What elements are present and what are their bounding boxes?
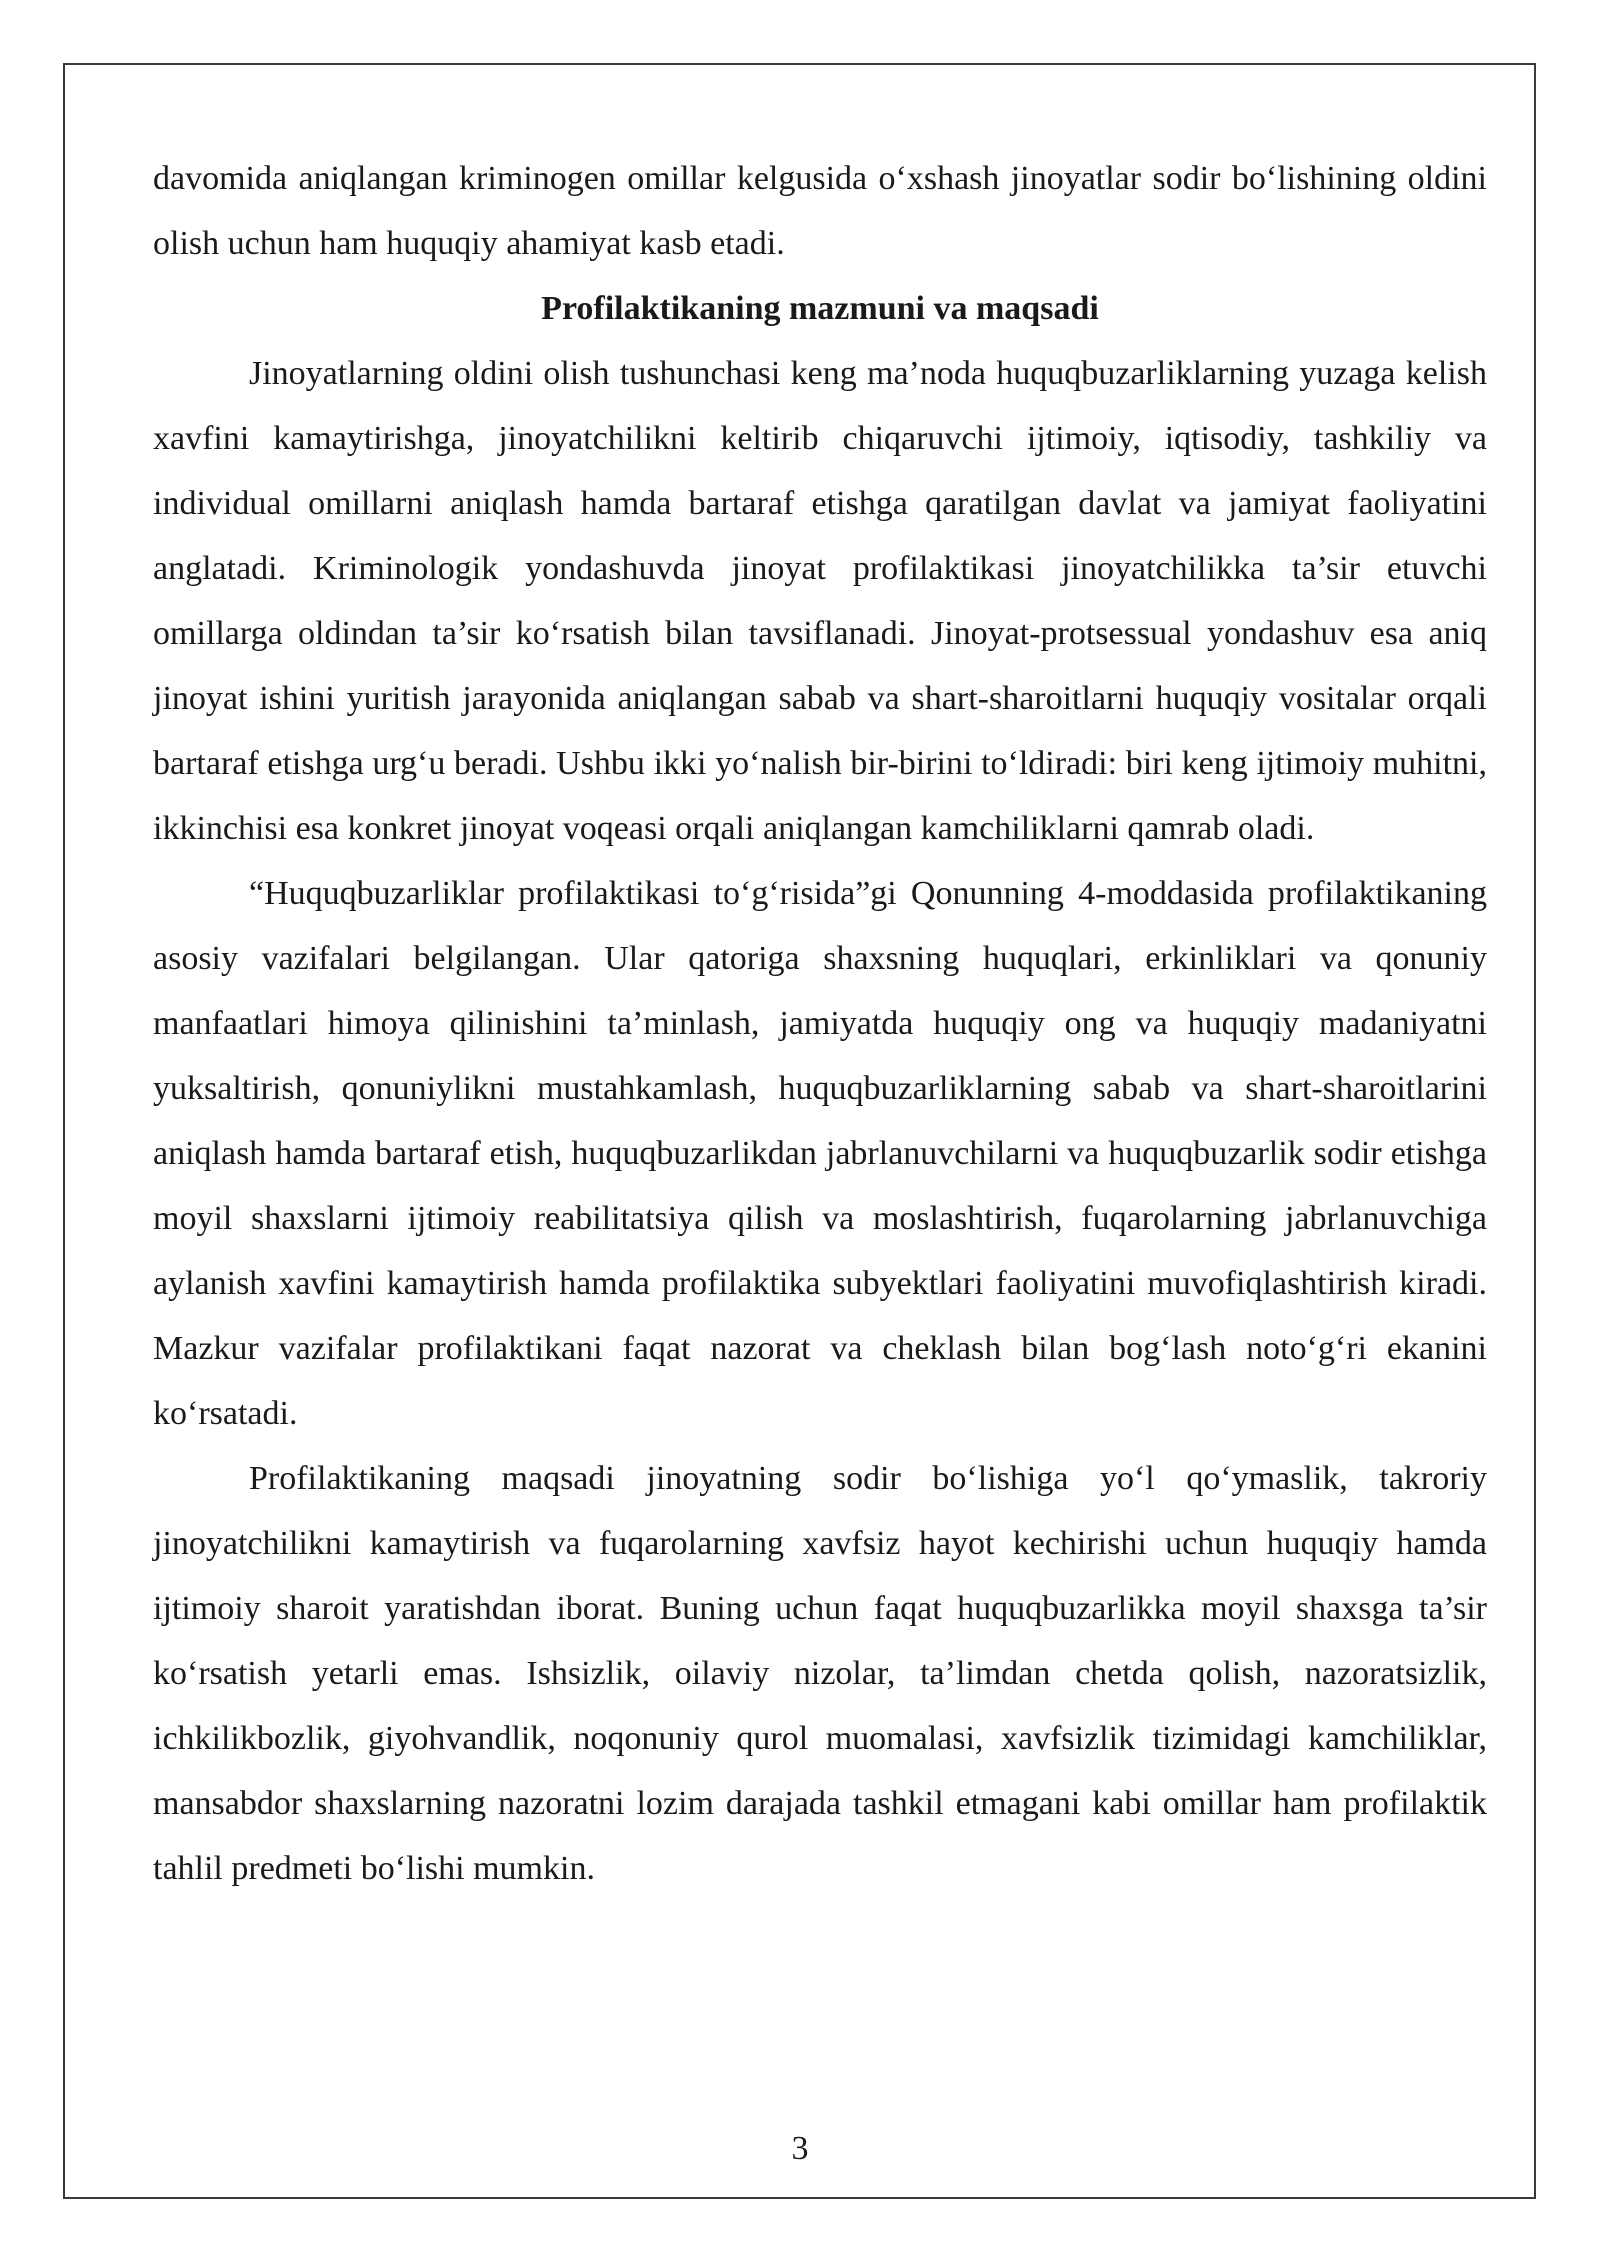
intro-paragraph: davomida aniqlangan kriminogen omillar kelgusida o‘xshash jinoyatlar sodir bo‘lishining oldini olish uchun ham huquqiy ahamiyat kasb etadi.	[153, 160, 1487, 262]
paragraph-definition: Jinoyatlarning oldini olish tushunchasi keng ma’noda huquqbuzarliklarning yuzaga kelish xavfini kamaytirishga, jinoyatchilikni keltirib chiqaruvchi ijtimoiy, iqtisodiy, tashkiliy va individual omillarni aniqlash hamda bartaraf etishga qaratilgan davlat va jamiyat faoliyatini anglatadi. Kriminologik yondashuvda jinoyat profilaktikasi jinoyatchilikka ta’sir etuvchi omillarga oldindan ta’sir ko‘rsatish bilan tavsiflanadi. Jinoyat-protsessual yondashuv esa aniq jinoyat ishini yuritish jarayonida aniqlangan sabab va shart-sharoitlarni huquqiy vositalar orqali bartaraf etishga urg‘u beradi. Ushbu ikki yo‘nalish bir-birini to‘ldiradi: biri keng ijtimoiy muhitni, ikkinchisi esa konkret jinoyat voqeasi orqali aniqlangan kamchiliklarni qamrab oladi.	[153, 355, 1487, 847]
section-heading: Profilaktikaning mazmuni va maqsadi	[541, 290, 1099, 327]
paragraph-goal: Profilaktikaning maqsadi jinoyatning sodir bo‘lishiga yo‘l qo‘ymaslik, takroriy jinoyatchilikni kamaytirish va fuqarolarning xavfsiz hayot kechirishi uchun huquqiy hamda ijtimoiy sharoit yaratishdan iborat. Buning uchun faqat huquqbuzarlikka moyil shaxsga ta’sir ko‘rsatish yetarli emas. Ishsizlik, oilaviy nizolar, ta’limdan chetda qolish, nazoratsizlik, ichkilikbozlik, giyohvandlik, noqonuniy qurol muomalasi, xavfsizlik tizimidagi kamchiliklar, mansabdor shaxslarning nazoratni lozim darajada tashkil etmagani kabi omillar ham profilaktik tahlil predmeti bo‘lishi mumkin.	[153, 1460, 1487, 1887]
page-number: 3	[791, 2130, 809, 2167]
page-content	[153, 146, 1487, 1901]
paragraph-law-tasks: “Huquqbuzarliklar profilaktikasi to‘g‘risida”gi Qonunning 4-moddasida profilaktikaning asosiy vazifalari belgilangan. Ular qatoriga shaxsning huquqlari, erkinliklari va qonuniy manfaatlari himoya qilinishini ta’minlash, jamiyatda huquqiy ong va huquqiy madaniyatni yuksaltirish, qonuniylikni mustahkamlash, huquqbuzarliklarning sabab va shart-sharoitlarini aniqlash hamda bartaraf etish, huquqbuzarlikdan jabrlanuvchilarni va huquqbuzarlik sodir etishga moyil shaxslarni ijtimoiy reabilitatsiya qilish va moslashtirish, fuqarolarning jabrlanuvchiga aylanish xavfini kamaytirish hamda profilaktika subyektlari faoliyatini muvofiqlashtirish kiradi. Mazkur vazifalar profilaktikani faqat nazorat va cheklash bilan bog‘lash noto‘g‘ri ekanini ko‘rsatadi.	[153, 875, 1487, 1432]
